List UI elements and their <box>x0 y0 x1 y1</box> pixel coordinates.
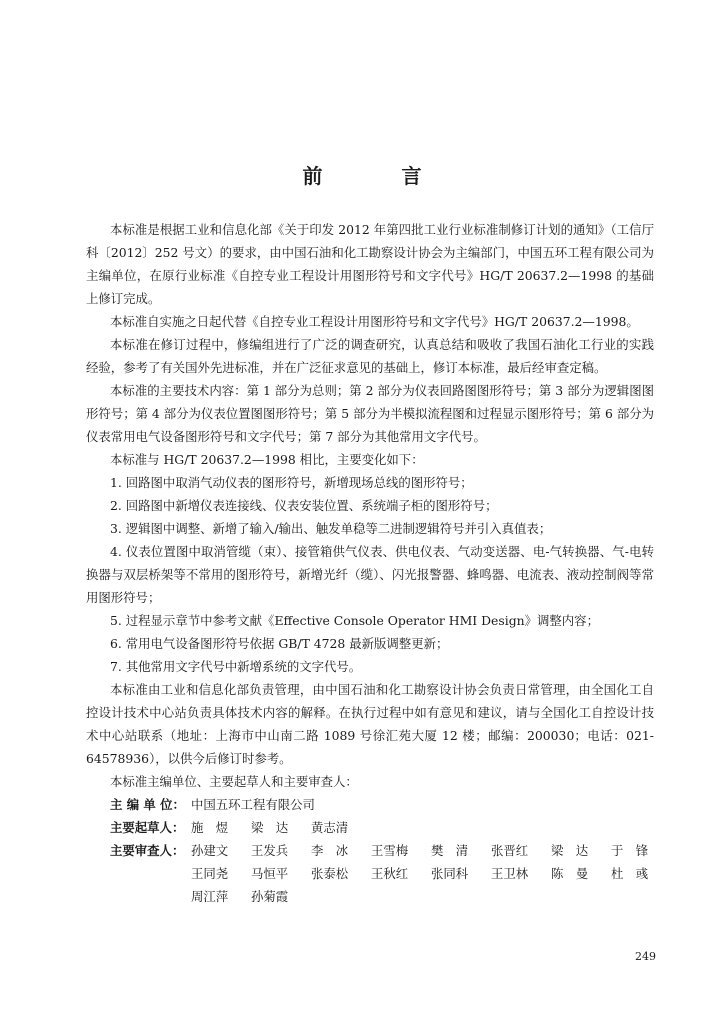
reviewer-name: 于 锋 <box>611 843 649 858</box>
change-item-4: 4. 仪表位置图中取消管缆（束）、接管箱供气仪表、供电仪表、气动变送器、电-气转换器、气-电转换器与双层桥架等不常用的图形符号，新增光纤（缆）、闪光报警器、蜂鸣器、电流表、液动控制阀等常用图形符号； <box>86 544 654 605</box>
paragraph-changes-intro: 本标准与 HG/T 20637.2—1998 相比，主要变化如下： <box>110 452 424 467</box>
paragraph-basis: 本标准是根据工业和信息化部《关于印发 2012 年第四批工业行业标准制修订计划的通知》（工信厅科〔2012〕252 号文）的要求，由中国石油和化工勘察设计协会为主编部门，中国五环工程有限公司为主编单位，在原行业标准《自控专业工程设计用图形符号和文字代号》HG/T 20637.2—1998 的基础上修订完成。 <box>86 222 654 306</box>
paragraph-process: 本标准在修订过程中，修编组进行了广泛的调查研究，认真总结和吸收了我国石油化工行业的实践经验，参考了有关国外先进标准，并在广泛征求意见的基础上，修订本标准，最后经审查定稿。 <box>86 337 654 375</box>
paragraph-contents: 本标准的主要技术内容：第 1 部分为总则；第 2 部分为仪表回路图图形符号；第 3 部分为逻辑图图形符号；第 4 部分为仪表位置图图形符号；第 5 部分为半模拟流程图和过程显示图形符号；第 6 部分为仪表常用电气设备图形符号和文字代号；第 7 部分为其他常用文字代号。 <box>86 383 654 444</box>
change-item-6: 6. 常用电气设备图形符号依据 GB/T 4728 最新版调整更新； <box>110 636 449 651</box>
reviewer-name: 张泰松 <box>311 866 349 881</box>
reviewer-name: 杜 彧 <box>611 866 649 881</box>
reviewer-name: 王同尧 <box>191 866 229 881</box>
change-item-5: 5. 过程显示章节中参考文献《Effective Console Operator HMI Design》调整内容； <box>110 613 599 628</box>
drafter-name: 施 煜 <box>191 820 229 835</box>
roster <box>86 793 654 908</box>
chief-unit-row <box>86 793 654 816</box>
reviewer-name: 张晋红 <box>491 843 529 858</box>
reviewer-name: 梁 达 <box>551 843 589 858</box>
change-item-1: 1. 回路图中取消气动仪表的图形符号，新增现场总线的图形符号； <box>110 475 473 490</box>
reviewer-name: 王雪梅 <box>371 843 409 858</box>
reviewer-name: 李 冰 <box>311 843 349 858</box>
page-number: 249 <box>635 950 656 963</box>
reviewer-name: 王发兵 <box>251 843 289 858</box>
reviewer-name: 樊 清 <box>431 843 469 858</box>
reviewer-name: 孙菊霞 <box>251 889 289 904</box>
change-item-7: 7. 其他常用文字代号中新增系统的文字代号。 <box>110 659 362 674</box>
reviewer-name: 张同科 <box>431 866 469 881</box>
reviewer-name: 王卫林 <box>491 866 529 881</box>
preface-body <box>86 218 654 908</box>
drafter-name: 黄志清 <box>311 820 349 835</box>
paragraph-replaces: 本标准自实施之日起代替《自控专业工程设计用图形符号和文字代号》HG/T 20637.2—1998。 <box>110 314 639 329</box>
drafters-row <box>86 816 654 839</box>
reviewer-name: 孙建文 <box>191 843 229 858</box>
reviewer-name: 陈 曼 <box>551 866 589 881</box>
chief-unit-value: 中国五环工程有限公司 <box>191 797 315 812</box>
paragraph-management: 本标准由工业和信息化部负责管理，由中国石油和化工勘察设计协会负责日常管理，由全国化工自控设计技术中心站负责具体技术内容的解释。在执行过程中如有意见和建议，请与全国化工自控设计技术中心站联系（地址：上海市中山南二路 1089 号徐汇苑大厦 12 楼；邮编：200030；电话：021-64578936），以供今后修订时参考。 <box>86 682 654 766</box>
drafters-label: 主要起草人： <box>110 820 185 835</box>
page-title: 前 言 <box>302 164 458 188</box>
drafter-name: 梁 达 <box>251 820 289 835</box>
reviewer-name: 马恒平 <box>251 866 289 881</box>
change-item-3: 3. 逻辑图中调整、新增了输入/输出、触发单稳等二进制逻辑符号并引入真值表； <box>110 521 552 536</box>
roster-intro: 本标准主编单位、主要起草人和主要审查人： <box>110 774 358 789</box>
drafters-names <box>191 816 654 839</box>
reviewer-name: 周江萍 <box>191 889 229 904</box>
reviewers-label: 主要审查人： <box>110 843 185 858</box>
reviewers-names <box>191 839 654 908</box>
chief-unit-label: 主 编 单 位： <box>110 797 185 812</box>
change-item-2: 2. 回路图中新增仪表连接线、仪表安装位置、系统端子柜的图形符号； <box>110 498 498 513</box>
reviewer-name: 王秋红 <box>371 866 409 881</box>
reviewers-row <box>86 839 654 908</box>
